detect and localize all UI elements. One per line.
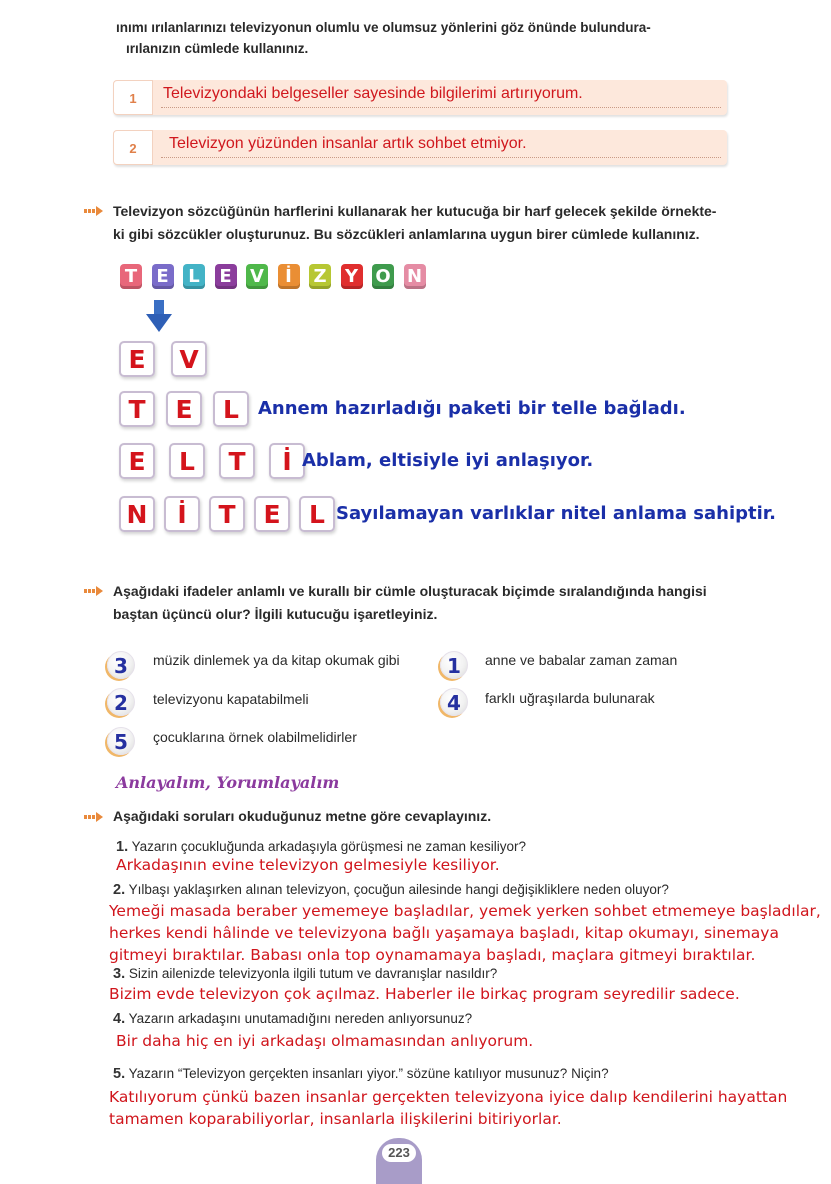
answer-5-line-2: tamamen koparabiliyorlar, insanlarla ilişkilerini bitiriyorlar.	[109, 1110, 562, 1128]
word-letter-box[interactable]: E	[119, 443, 155, 479]
section3-instruction-line-1: Aşağıdaki ifadeler anlamlı ve kurallı bir cümle oluşturacak biçimde sıralandığında hangisi	[113, 583, 707, 599]
option-text: televizyonu kapatabilmeli	[153, 691, 309, 707]
answer-text: Televizyondaki belgeseller sayesinde bilgilerimi artırıyorum.	[163, 85, 583, 102]
option-number-circle[interactable]: 1	[440, 651, 468, 679]
word-letter-box[interactable]: T	[219, 443, 255, 479]
letter-tile: O	[372, 264, 394, 289]
answer-5-line-1: Katılıyorum çünkü bazen insanlar gerçekten televizyona iyice dalıp kendilerini hayattan	[109, 1088, 788, 1106]
page-number-tab	[376, 1138, 422, 1184]
answer-3-line-1: Bizim evde televizyon çok açılmaz. Haberler ile birkaç program seyredilir sadece.	[109, 985, 740, 1003]
question-number: 5.	[113, 1066, 126, 1082]
option-text: anne ve babalar zaman zaman	[485, 652, 678, 668]
question-1	[116, 839, 526, 855]
answer-4-line-1: Bir daha hiç en iyi arkadaşı olmamasından anlıyorum.	[116, 1032, 534, 1050]
letter-tile: Y	[341, 264, 363, 289]
question-4	[113, 1011, 472, 1027]
question-number: 4.	[113, 1011, 126, 1027]
down-arrow-icon	[146, 300, 172, 334]
intro-line-2: ırılanızın cümlede kullanınız.	[126, 41, 309, 56]
question-text: Sizin ailenizde televizyonla ilgili tutum ve davranışlar nasıldır?	[128, 966, 498, 981]
letter-tile: E	[215, 264, 237, 289]
option-number-circle[interactable]: 4	[440, 688, 468, 716]
word-letter-box[interactable]: N	[119, 496, 155, 532]
answer-1-line-1: Arkadaşının evine televizyon gelmesiyle kesiliyor.	[116, 856, 500, 874]
letter-tile: Z	[309, 264, 331, 289]
letter-tile: E	[152, 264, 174, 289]
section-heading: Anlayalım, Yorumlayalım	[116, 773, 340, 792]
question-2	[113, 882, 669, 898]
word-letter-box[interactable]: İ	[164, 496, 200, 532]
word-letter-box[interactable]: L	[299, 496, 335, 532]
section4-instruction: Aşağıdaki soruları okuduğunuz metne göre cevaplayınız.	[113, 808, 492, 824]
word-letter-box[interactable]: İ	[269, 443, 305, 479]
question-text: Yılbaşı yaklaşırken alınan televizyon, çocuğun ailesinde hangi değişikliklere neden oluyor?	[128, 882, 669, 897]
letter-tile: L	[183, 264, 205, 289]
question-number: 1.	[116, 839, 129, 855]
sentence-tel: Annem hazırladığı paketi bir telle bağladı.	[258, 398, 686, 419]
word-letter-box[interactable]: E	[119, 341, 155, 377]
question-number: 2.	[113, 882, 126, 898]
word-letter-box[interactable]: L	[213, 391, 249, 427]
option-number-circle[interactable]: 5	[107, 727, 135, 755]
section2-instruction-line-2: ki gibi sözcükler oluşturunuz. Bu sözcükleri anlamlarına uygun birer cümlede kullanınız.	[113, 226, 700, 242]
section2-instruction-line-1: Televizyon sözcüğünün harflerini kullanarak her kutucuğa bir harf gelecek şekilde örnekte-	[113, 203, 717, 219]
question-5	[113, 1066, 609, 1082]
option-text: çocuklarına örnek olabilmelidirler	[153, 729, 357, 745]
option-text: farklı uğraşılarda bulunarak	[485, 690, 655, 706]
letter-tile: İ	[278, 264, 300, 289]
option-text: müzik dinlemek ya da kitap okumak gibi	[153, 652, 400, 668]
bullet-arrow-icon	[84, 206, 104, 216]
question-text: Yazarın “Televizyon gerçekten insanları yiyor.” sözüne katılıyor musunuz? Niçin?	[128, 1066, 609, 1081]
word-letter-box[interactable]: V	[171, 341, 207, 377]
dotted-line	[161, 107, 721, 108]
question-number: 3.	[113, 966, 126, 982]
letter-tile: N	[404, 264, 426, 289]
answer-text: Televizyon yüzünden insanlar artık sohbet etmiyor.	[169, 135, 527, 152]
word-letter-box[interactable]: E	[166, 391, 202, 427]
question-text: Yazarın arkadaşını unutamadığını nereden anlıyorsunuz?	[128, 1011, 473, 1026]
intro-line-1: ınımı ırılanlarınızı televizyonun olumlu ve olumsuz yönlerini göz önünde bulundura-	[116, 20, 651, 35]
sentence-elti: Ablam, eltisiyle iyi anlaşıyor.	[302, 450, 594, 471]
bullet-arrow-icon	[84, 586, 104, 596]
answer-box-1[interactable]	[113, 80, 727, 115]
option-number-circle[interactable]: 3	[107, 651, 135, 679]
question-text: Yazarın çocukluğunda arkadaşıyla görüşmesi ne zaman kesiliyor?	[131, 839, 527, 854]
question-3	[113, 966, 497, 982]
answer-number: 1	[113, 80, 153, 115]
section3-instruction-line-2: baştan üçüncü olur? İlgili kutucuğu işaretleyiniz.	[113, 606, 438, 622]
word-letter-box[interactable]: T	[119, 391, 155, 427]
word-letter-box[interactable]: L	[169, 443, 205, 479]
sentence-nitel: Sayılamayan varlıklar nitel anlama sahiptir.	[336, 503, 776, 524]
dotted-line	[161, 157, 721, 158]
bullet-arrow-icon	[84, 812, 104, 822]
page-number: 223	[382, 1144, 416, 1162]
letter-tile: T	[120, 264, 142, 289]
answer-number: 2	[113, 130, 153, 165]
answer-2-line-3: gitmeyi bıraktılar. Babası onla top oynamamaya başladı, maçlara gitmeyi bıraktılar.	[109, 946, 756, 964]
answer-box-2[interactable]	[113, 130, 727, 165]
answer-2-line-2: herkes kendi hâlinde ve televizyona bağlı yaşamaya başladı, kitap okumayı, sinemaya	[109, 924, 779, 942]
answer-2-line-1: Yemeği masada beraber yememeye başladılar, yemek yerken sohbet etmemeye başladılar,	[109, 902, 821, 920]
letter-tile: V	[246, 264, 268, 289]
word-letter-box[interactable]: T	[209, 496, 245, 532]
option-number-circle[interactable]: 2	[107, 688, 135, 716]
word-letter-box[interactable]: E	[254, 496, 290, 532]
